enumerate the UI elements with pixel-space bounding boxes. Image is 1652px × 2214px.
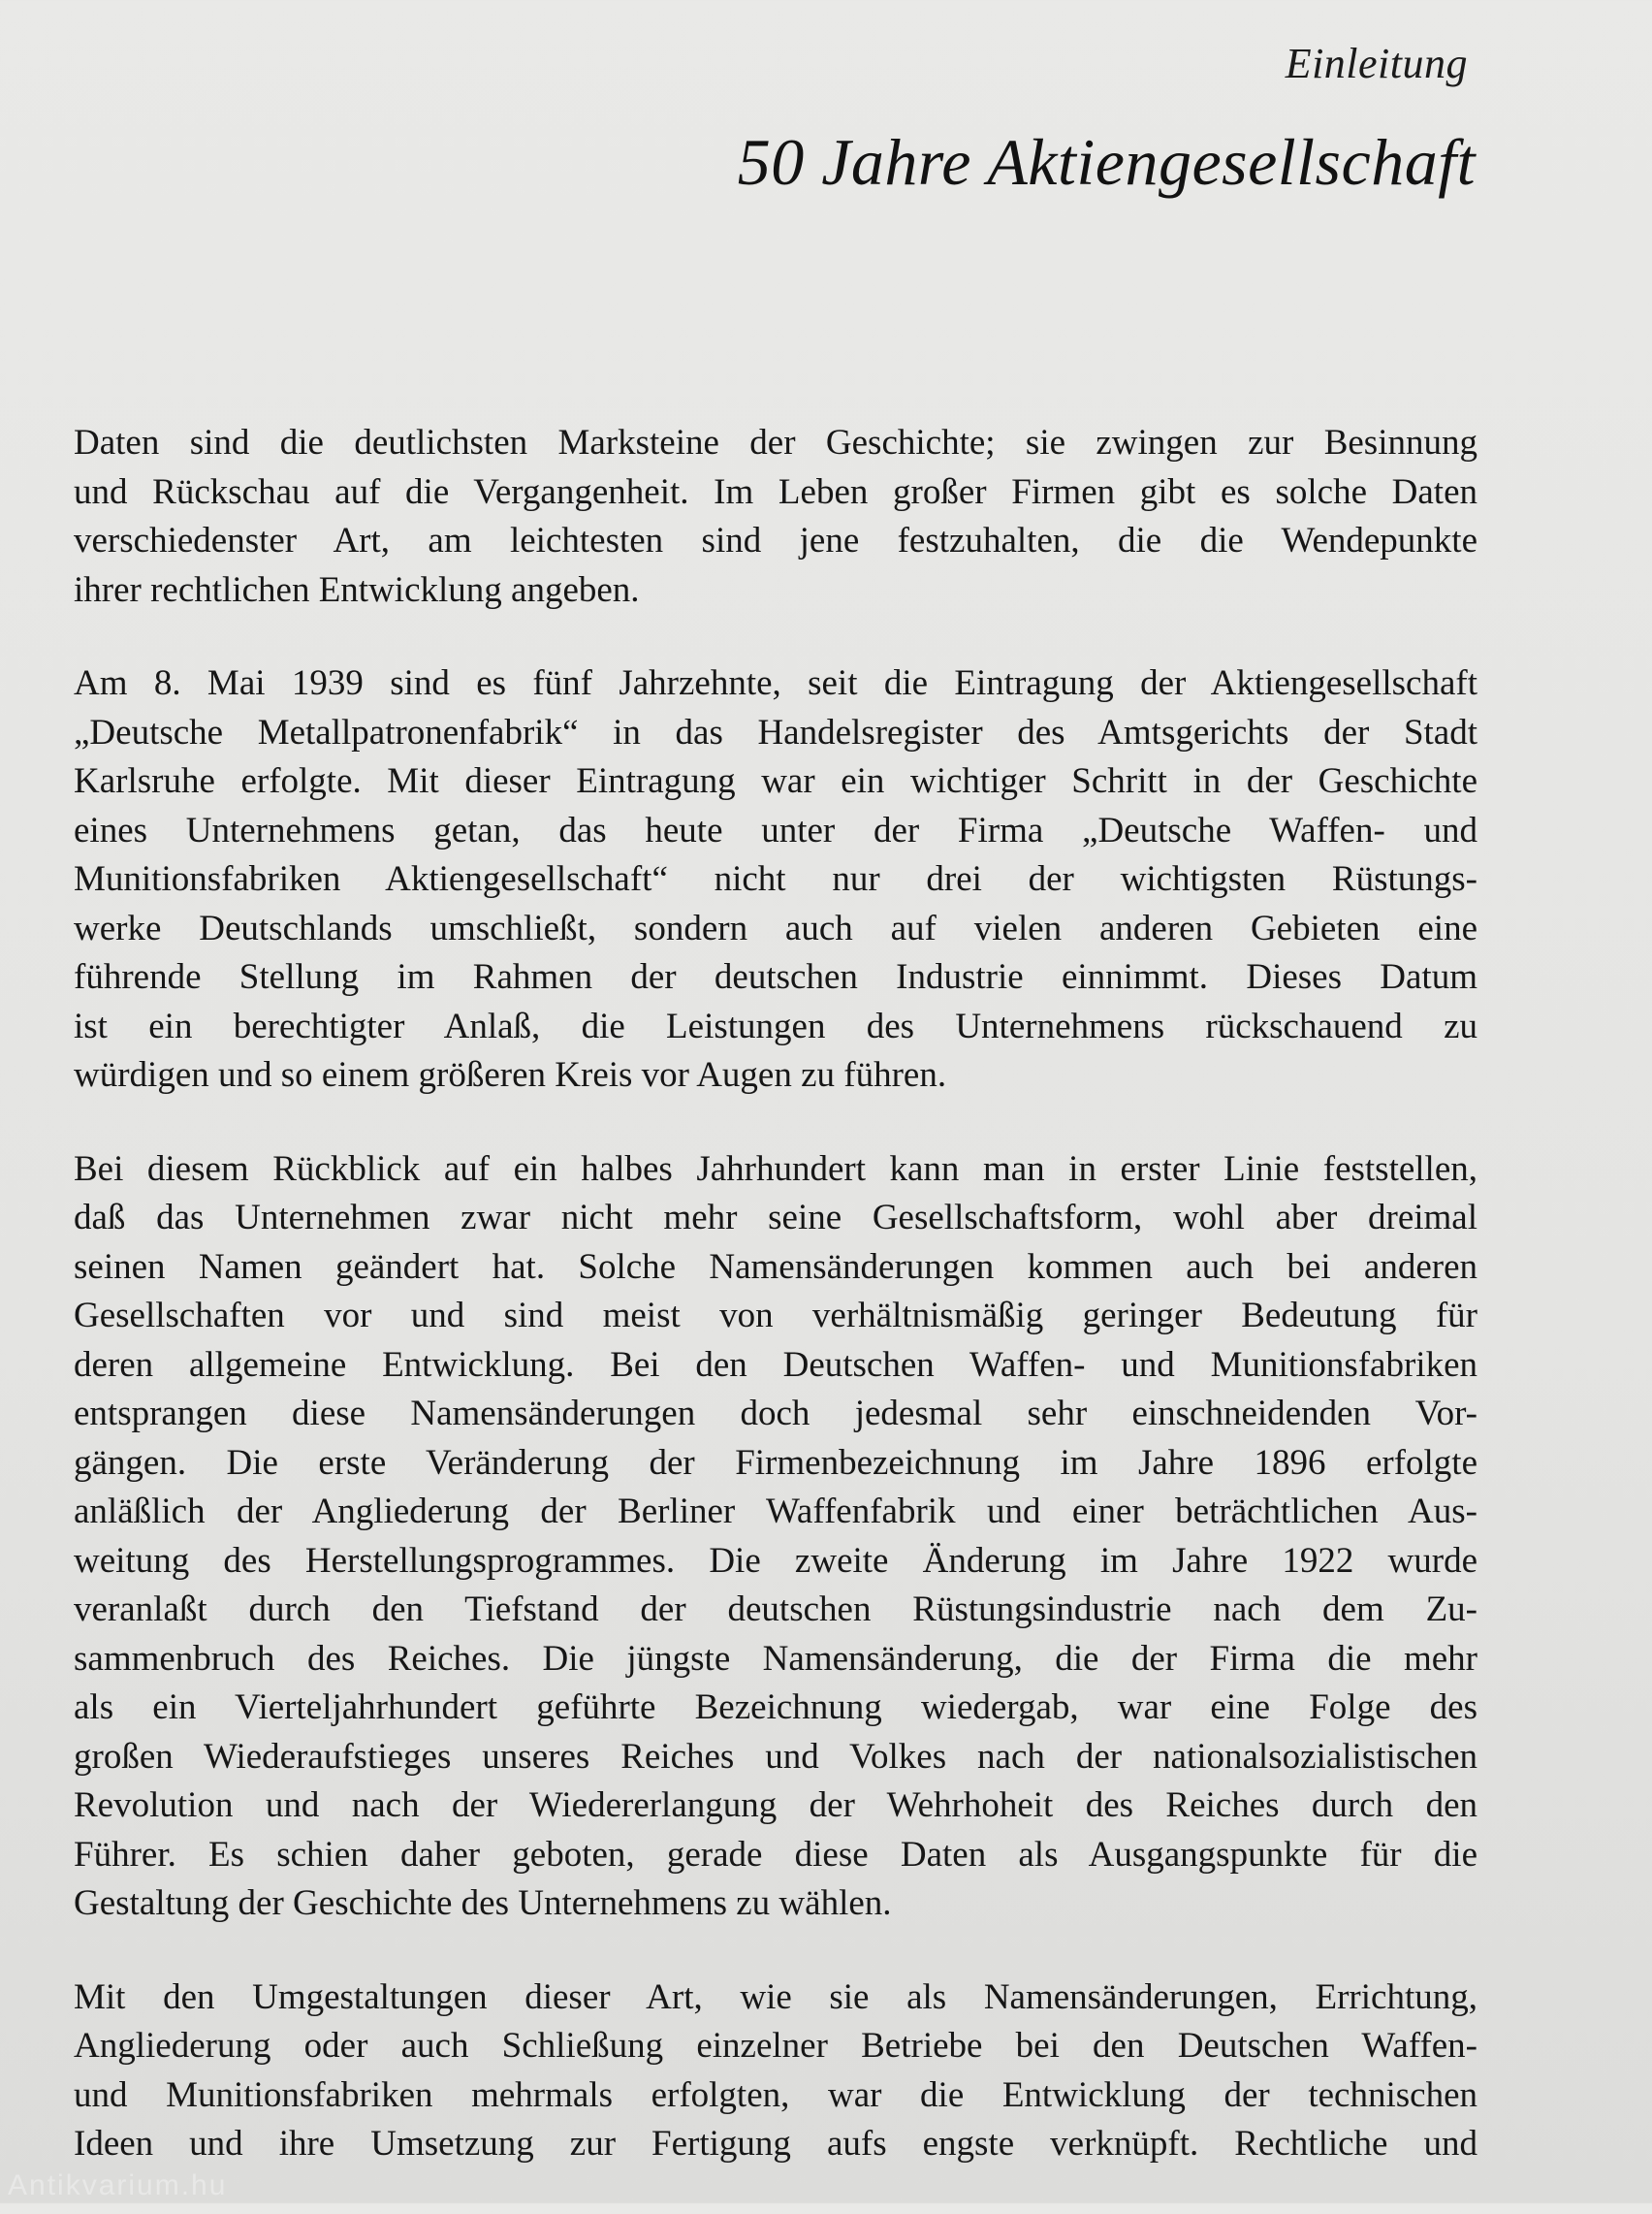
text-line: seinen Namen geändert hat. Solche Namensänderungen kommen auch bei anderen xyxy=(74,1246,1477,1287)
text-line: würdigen und so einem größeren Kreis vor Augen zu führen. xyxy=(74,1055,947,1095)
text-line: Gestaltung der Geschichte des Unternehmens zu wählen. xyxy=(74,1883,892,1923)
text-line: veranlaßt durch den Tiefstand der deutschen Rüstungsindustrie nach dem Zu- xyxy=(74,1589,1477,1629)
text-line: weitung des Herstellungsprogrammes. Die zweite Änderung im Jahre 1922 wurde xyxy=(74,1540,1477,1581)
text-line: als ein Vierteljahrhundert geführte Bezeichnung wiedergab, war eine Folge des xyxy=(74,1687,1477,1727)
watermark: Antikvarium.hu xyxy=(8,2169,228,2201)
text-line: sammenbruch des Reiches. Die jüngste Namensänderung, die der Firma die mehr xyxy=(74,1638,1477,1679)
text-line: Revolution und nach der Wiedererlangung der Wehrhoheit des Reiches durch den xyxy=(74,1785,1477,1825)
text-line: Mit den Umgestaltungen dieser Art, wie sie als Namensänderungen, Errichtung, xyxy=(74,1976,1477,2017)
text-line: und Munitionsfabriken mehrmals erfolgten, war die Entwicklung der technischen xyxy=(74,2074,1477,2115)
paragraph-3 xyxy=(74,1145,1477,1929)
text-line: Gesellschaften vor und sind meist von verhältnismäßig geringer Bedeutung für xyxy=(74,1296,1477,1335)
text-line: entsprangen diese Namensänderungen doch jedesmal sehr einschneidenden Vor- xyxy=(74,1394,1477,1433)
text-line: Bei diesem Rückblick auf ein halbes Jahrhundert kann man in erster Linie feststellen, xyxy=(74,1148,1477,1189)
paragraph-1 xyxy=(74,419,1477,615)
paragraph-2 xyxy=(74,659,1477,1101)
page-title: 50 Jahre Aktiengesellschaft xyxy=(737,125,1476,199)
paragraph-4 xyxy=(74,1973,1477,2169)
text-line: Munitionsfabriken Aktiengesellschaft“ nicht nur drei der wichtigsten Rüstungs- xyxy=(74,859,1477,899)
text-line: eines Unternehmens getan, das heute unter der Firma „Deutsche Waffen- und xyxy=(74,810,1477,850)
text-line: Angliederung oder auch Schließung einzelner Betriebe bei den Deutschen Waffen- xyxy=(74,2026,1477,2066)
text-line: werke Deutschlands umschließt, sondern auch auf vielen anderen Gebieten eine xyxy=(74,908,1477,948)
text-line: Führer. Es schien daher geboten, gerade diese Daten als Ausgangspunkte für die xyxy=(74,1834,1477,1875)
text-line: Daten sind die deutlichsten Marksteine der Geschichte; sie zwingen zur Besinnung xyxy=(74,423,1477,463)
text-line: „Deutsche Metallpatronenfabrik“ in das Handelsregister des Amtsgerichts der Stadt xyxy=(74,712,1477,753)
text-line: gängen. Die erste Veränderung der Firmenbezeichnung im Jahre 1896 erfolgte xyxy=(74,1442,1477,1483)
text-line: verschiedenster Art, am leichtesten sind jene festzuhalten, die die Wendepunkte xyxy=(74,521,1477,561)
text-line: ist ein berechtigter Anlaß, die Leistungen des Unternehmens rückschauend zu xyxy=(74,1006,1477,1046)
text-line: Ideen und ihre Umsetzung zur Fertigung aufs engste verknüpft. Rechtliche und xyxy=(74,2124,1477,2164)
text-line: großen Wiederaufstieges unseres Reiches und Volkes nach der nationalsozialistischen xyxy=(74,1736,1477,1777)
text-line: und Rückschau auf die Vergangenheit. Im Leben großer Firmen gibt es solche Daten xyxy=(74,471,1477,512)
text-line: deren allgemeine Entwicklung. Bei den Deutschen Waffen- und Munitionsfabriken xyxy=(74,1344,1477,1385)
text-line: führende Stellung im Rahmen der deutschen Industrie einnimmt. Dieses Datum xyxy=(74,957,1477,997)
body-text xyxy=(74,419,1477,2214)
section-label: Einleitung xyxy=(1285,40,1468,87)
text-line: anläßlich der Angliederung der Berliner Waffenfabrik und einer beträchtlichen Aus- xyxy=(74,1492,1477,1531)
text-line: Karlsruhe erfolgte. Mit dieser Eintragung war ein wichtiger Schritt in der Geschichte xyxy=(74,761,1477,801)
text-line: Am 8. Mai 1939 sind es fünf Jahrzehnte, seit die Eintragung der Aktiengesellschaft xyxy=(74,663,1477,703)
text-line: daß das Unternehmen zwar nicht mehr seine Gesellschaftsform, wohl aber dreimal xyxy=(74,1198,1477,1237)
text-line: ihrer rechtlichen Entwicklung angeben. xyxy=(74,569,640,610)
